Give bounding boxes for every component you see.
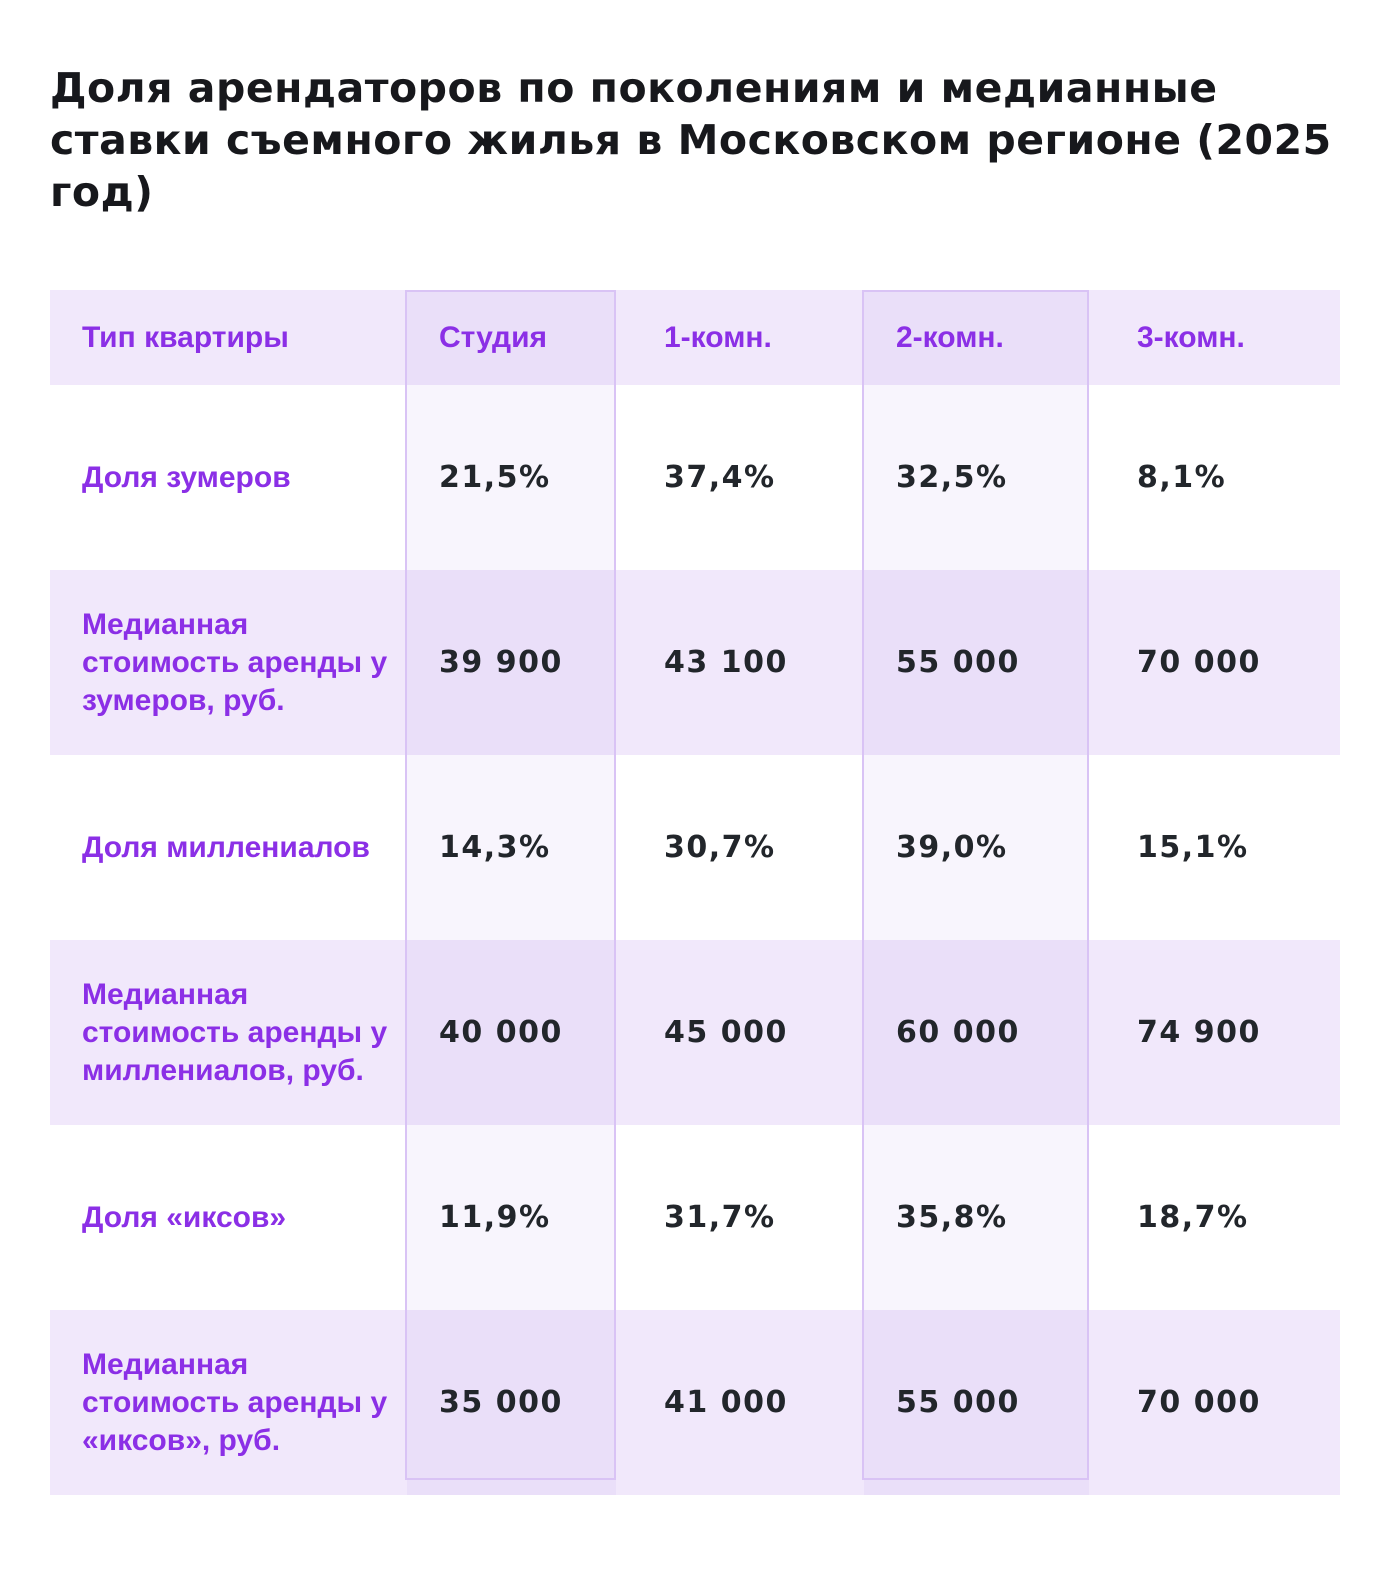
- value-cell-studio: 11,9%: [439, 1200, 551, 1235]
- value-cell-studio: 40 000: [439, 1015, 563, 1050]
- value-cell-2room: 55 000: [896, 1385, 1020, 1420]
- row-label: Медианная стоимость аренды у миллениалов, руб.: [82, 977, 388, 1087]
- data-table: [50, 290, 1340, 1495]
- value-cell-3room: 70 000: [1137, 1385, 1261, 1420]
- header-cell-apartment-type: Тип квартиры: [82, 320, 289, 354]
- value-cell-1room: 43 100: [664, 645, 788, 680]
- table-row-millennials-share: [50, 755, 1340, 940]
- header-cell-1room: 1-комн.: [664, 320, 772, 354]
- row-label: Доля «иксов»: [82, 1200, 287, 1234]
- value-cell-1room: 37,4%: [664, 460, 776, 495]
- table-row-genx-share: [50, 1125, 1340, 1310]
- value-cell-3room: 8,1%: [1137, 460, 1227, 495]
- value-cell-3room: 15,1%: [1137, 830, 1249, 865]
- value-cell-studio: 14,3%: [439, 830, 551, 865]
- value-cell-studio: 35 000: [439, 1385, 563, 1420]
- table-row-zoomers-median-rent: [50, 570, 1340, 755]
- row-label: Медианная стоимость аренды у «иксов», руб.: [82, 1347, 388, 1457]
- table-header-row: [50, 290, 1340, 385]
- value-cell-1room: 41 000: [664, 1385, 788, 1420]
- value-cell-studio: 39 900: [439, 645, 563, 680]
- value-cell-1room: 30,7%: [664, 830, 776, 865]
- value-cell-2room: 35,8%: [896, 1200, 1008, 1235]
- row-label: Доля зумеров: [82, 460, 291, 494]
- value-cell-1room: 31,7%: [664, 1200, 776, 1235]
- header-cell-studio: Студия: [439, 320, 548, 354]
- table-row-millennials-median-rent: [50, 940, 1340, 1125]
- row-label: Доля миллениалов: [82, 830, 370, 864]
- page-title: Доля арендаторов по поколениям и медианные ставки съемного жилья в Московском регионе (2025 год): [50, 64, 1332, 216]
- value-cell-studio: 21,5%: [439, 460, 551, 495]
- value-cell-2room: 60 000: [896, 1015, 1020, 1050]
- value-cell-3room: 70 000: [1137, 645, 1261, 680]
- header-cell-3room: 3-комн.: [1137, 320, 1245, 354]
- value-cell-2room: 32,5%: [896, 460, 1008, 495]
- table-row-genx-median-rent: [50, 1310, 1340, 1495]
- value-cell-2room: 39,0%: [896, 830, 1008, 865]
- value-cell-3room: 74 900: [1137, 1015, 1261, 1050]
- header-cell-2room: 2-комн.: [896, 320, 1004, 354]
- value-cell-2room: 55 000: [896, 645, 1020, 680]
- value-cell-3room: 18,7%: [1137, 1200, 1249, 1235]
- value-cell-1room: 45 000: [664, 1015, 788, 1050]
- row-label: Медианная стоимость аренды у зумеров, руб.: [82, 607, 388, 717]
- table-row-zoomers-share: [50, 385, 1340, 570]
